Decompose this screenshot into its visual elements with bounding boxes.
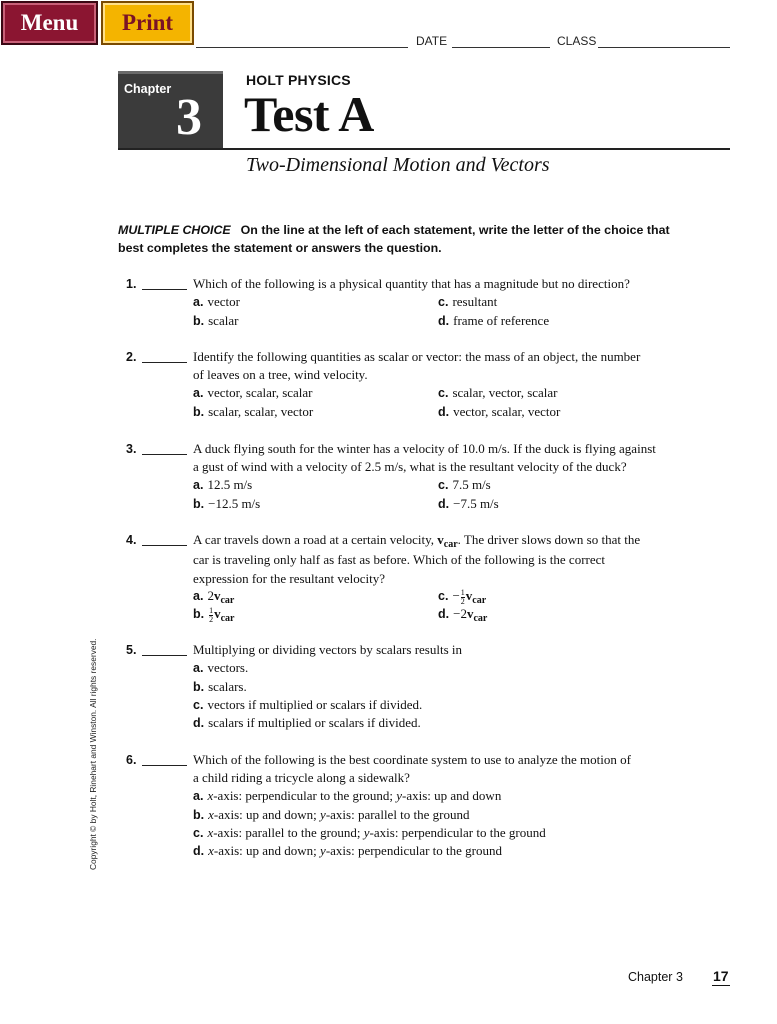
option-d: d. frame of reference [438, 313, 550, 328]
chapter-word: Chapter [124, 82, 172, 96]
footer-chapter: Chapter 3 [628, 970, 683, 984]
option-c: c. 7.5 m/s [438, 477, 491, 492]
option-b: b. x-axis: up and down; y-axis: parallel to the ground [193, 807, 470, 822]
option-b: b. scalar [193, 313, 239, 328]
page-subtitle: Two-Dimensional Motion and Vectors [246, 154, 550, 176]
question-stem: Multiplying or dividing vectors by scalars results in [193, 642, 462, 657]
answer-blank[interactable] [142, 454, 187, 455]
question-number: 4. [126, 533, 137, 547]
option-c: c. resultant [438, 294, 498, 309]
question-number: 3. [126, 442, 137, 456]
option-b: b. $\frac{1}{2}$ $v_{car}$ [193, 605, 235, 624]
option-a: a. vector, scalar, scalar [193, 385, 313, 400]
option-a: a. x-axis: perpendicular to the ground; y-axis: up and down [193, 788, 502, 803]
question-3 [118, 440, 730, 518]
answer-blank[interactable] [142, 289, 187, 290]
option-c: c. − $\frac{1}{2}$ $v_{car}$ [438, 587, 487, 606]
question-2 [118, 348, 730, 426]
option-d: d. x-axis: up and down; y-axis: perpendicular to the ground [193, 843, 502, 858]
page-title: Test A [244, 86, 374, 142]
option-d: d. scalars if multiplied or scalars if divided. [193, 715, 421, 730]
fraction-half: $\frac{1}{2}$ [460, 587, 465, 606]
option-d: d. −7.5 m/s [438, 496, 499, 511]
section-label: MULTIPLE CHOICE [118, 223, 231, 237]
answer-blank[interactable] [142, 362, 187, 363]
option-a: a. 12.5 m/s [193, 477, 253, 492]
option-c: c. x-axis: parallel to the ground; y-axis: perpendicular to the ground [193, 825, 546, 840]
question-number: 6. [126, 753, 137, 767]
option-c: c. vectors if multiplied or scalars if divided. [193, 697, 423, 712]
chapter-badge [118, 71, 223, 150]
menu-button[interactable]: Menu [1, 1, 98, 45]
question-number: 5. [126, 643, 137, 657]
question-6 [118, 751, 730, 861]
option-a: a. vector [193, 294, 240, 309]
answer-blank[interactable] [142, 545, 187, 546]
question-5 [118, 641, 730, 733]
instructions [118, 221, 678, 257]
question-stem: A duck flying south for the winter has a velocity of 10.0 m/s. If the duck is flying against a gust of wind with a velocity of 2.5 m/s, what is the resultant velocity of the duck? [193, 441, 656, 475]
instructions-text: On the line at the left of each statement, write the letter of the choice that best completes the statement or answers the question. [118, 223, 670, 255]
question-stem: Identify the following quantities as scalar or vector: the mass of an object, the number of leaves on a tree, wind velocity. [193, 349, 641, 383]
option-a: a. $2v_{car}$ [193, 588, 235, 606]
name-line [196, 47, 408, 48]
option-b: b. −12.5 m/s [193, 496, 261, 511]
copyright-notice: Copyright © by Holt, Rinehart and Winston. All rights reserved. [88, 638, 98, 870]
question-4 [118, 531, 730, 627]
publisher-label: HOLT PHYSICS [246, 72, 351, 88]
page-number: 17 [713, 968, 729, 984]
question-1 [118, 275, 730, 335]
option-d: d. $-2v_{car}$ [438, 606, 488, 624]
print-button[interactable]: Print [101, 1, 194, 45]
answer-blank[interactable] [142, 655, 187, 656]
question-number: 1. [126, 277, 137, 291]
date-label: DATE [416, 34, 448, 48]
question-number: 2. [126, 350, 137, 364]
option-d: d. vector, scalar, vector [438, 404, 561, 419]
chapter-number: 3 [176, 89, 202, 146]
option-b: b. scalars. [193, 679, 247, 694]
answer-blank[interactable] [142, 765, 187, 766]
class-label: CLASS [557, 34, 597, 48]
option-a: a. vectors. [193, 660, 249, 675]
question-stem: Which of the following is a physical quantity that has a magnitude but no direction? [193, 276, 630, 291]
question-stem: Which of the following is the best coordinate system to use to analyze the motion of a child riding a tricycle along a sidewalk? [193, 752, 631, 786]
date-line [452, 47, 550, 48]
class-line [598, 47, 730, 48]
option-c: c. scalar, vector, scalar [438, 385, 558, 400]
title-rule [118, 148, 730, 150]
fraction-half: $\frac{1}{2}$ [209, 605, 214, 624]
option-b: b. scalar, scalar, vector [193, 404, 314, 419]
question-stem: A car travels down a road at a certain velocity, $v_{car}$. The driver slows down so that the car is traveling only half as fast as before. Which of the following is the correct expression for the resultant velocity? [193, 532, 641, 586]
